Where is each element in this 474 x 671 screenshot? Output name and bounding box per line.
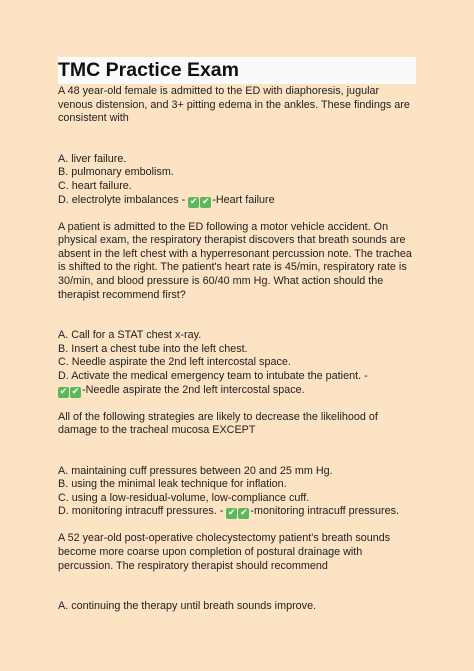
question-1-option-b: B. pulmonary embolism. — [58, 166, 174, 179]
check-mark-icon: ✔ — [71, 386, 80, 397]
question-1 — [58, 85, 416, 208]
page-title: TMC Practice Exam — [58, 59, 239, 81]
question-2-options — [58, 329, 416, 397]
question-3-option-a: A. maintaining cuff pressures between 20 and 25 mm Hg. — [58, 464, 333, 477]
title-bar — [58, 57, 416, 84]
question-2-option-c: C. Needle aspirate the 2nd left intercostal space. — [58, 356, 291, 369]
question-4-option-a: A. continuing the therapy until breath sounds improve. — [58, 600, 317, 613]
question-3-option-c: C. using a low-residual-volume, low-compliance cuff. — [58, 491, 310, 504]
question-1-stem: A 48 year-old female is admitted to the ED with diaphoresis, jugular venous distension, and 3+ pitting edema in the ankles. These findings are consistent with — [58, 85, 410, 125]
question-2-option-a: A. Call for a STAT chest x-ray. — [58, 329, 202, 342]
question-1-option-d — [58, 194, 416, 208]
question-1-answer: -Heart failure — [212, 193, 275, 206]
question-4 — [58, 532, 416, 613]
question-3-option-d — [58, 505, 416, 519]
question-3-option-d-text: D. monitoring intracuff pressures. - — [58, 505, 227, 518]
check-mark-icon: ✔ — [59, 386, 68, 397]
question-3-answer: -monitoring intracuff pressures. — [250, 505, 400, 518]
check-mark-icon: ✔ — [189, 196, 198, 207]
check-mark-icon: ✔ — [240, 508, 248, 519]
question-4-stem: A 52 year-old post-operative cholecystectomy patient's breath sounds become more coarse upon completion of postural drainage with percussion. The respiratory therapist should recommend — [58, 532, 391, 572]
question-1-option-c: C. heart failure. — [58, 179, 132, 192]
question-1-option-d-text: D. electrolyte imbalances - — [58, 193, 189, 206]
question-4-options — [58, 600, 416, 614]
question-2-option-d: D. Activate the medical emergency team to intubate the patient. - — [58, 369, 368, 382]
question-2-answer: -Needle aspirate the 2nd left intercostal space. — [82, 383, 305, 396]
question-2-answer-line — [58, 384, 416, 398]
question-1-option-a: A. liver failure. — [58, 152, 127, 165]
question-2-option-b: B. Insert a chest tube into the left chest. — [58, 342, 248, 355]
question-3 — [58, 411, 416, 520]
question-2 — [58, 221, 416, 398]
check-mark-icon: ✔ — [201, 196, 210, 207]
question-3-options — [58, 465, 416, 520]
question-1-options — [58, 153, 416, 208]
question-3-stem: All of the following strategies are likely to decrease the likelihood of damage to the tracheal mucosa EXCEPT — [58, 410, 378, 437]
check-mark-icon: ✔ — [228, 508, 236, 519]
question-3-option-b: B. using the minimal leak technique for inflation. — [58, 478, 287, 491]
question-2-stem: A patient is admitted to the ED following a motor vehicle accident. On physical exam, the respiratory therapist discovers that breath sounds are absent in the left chest with a hyperresonant percussion note. The trachea is shifted to the right. The patient's heart rate is 45/min, respiratory rate is 30/min, and blood pressure is 60/40 mm Hg. What action should the therapist recommend first? — [58, 220, 412, 301]
